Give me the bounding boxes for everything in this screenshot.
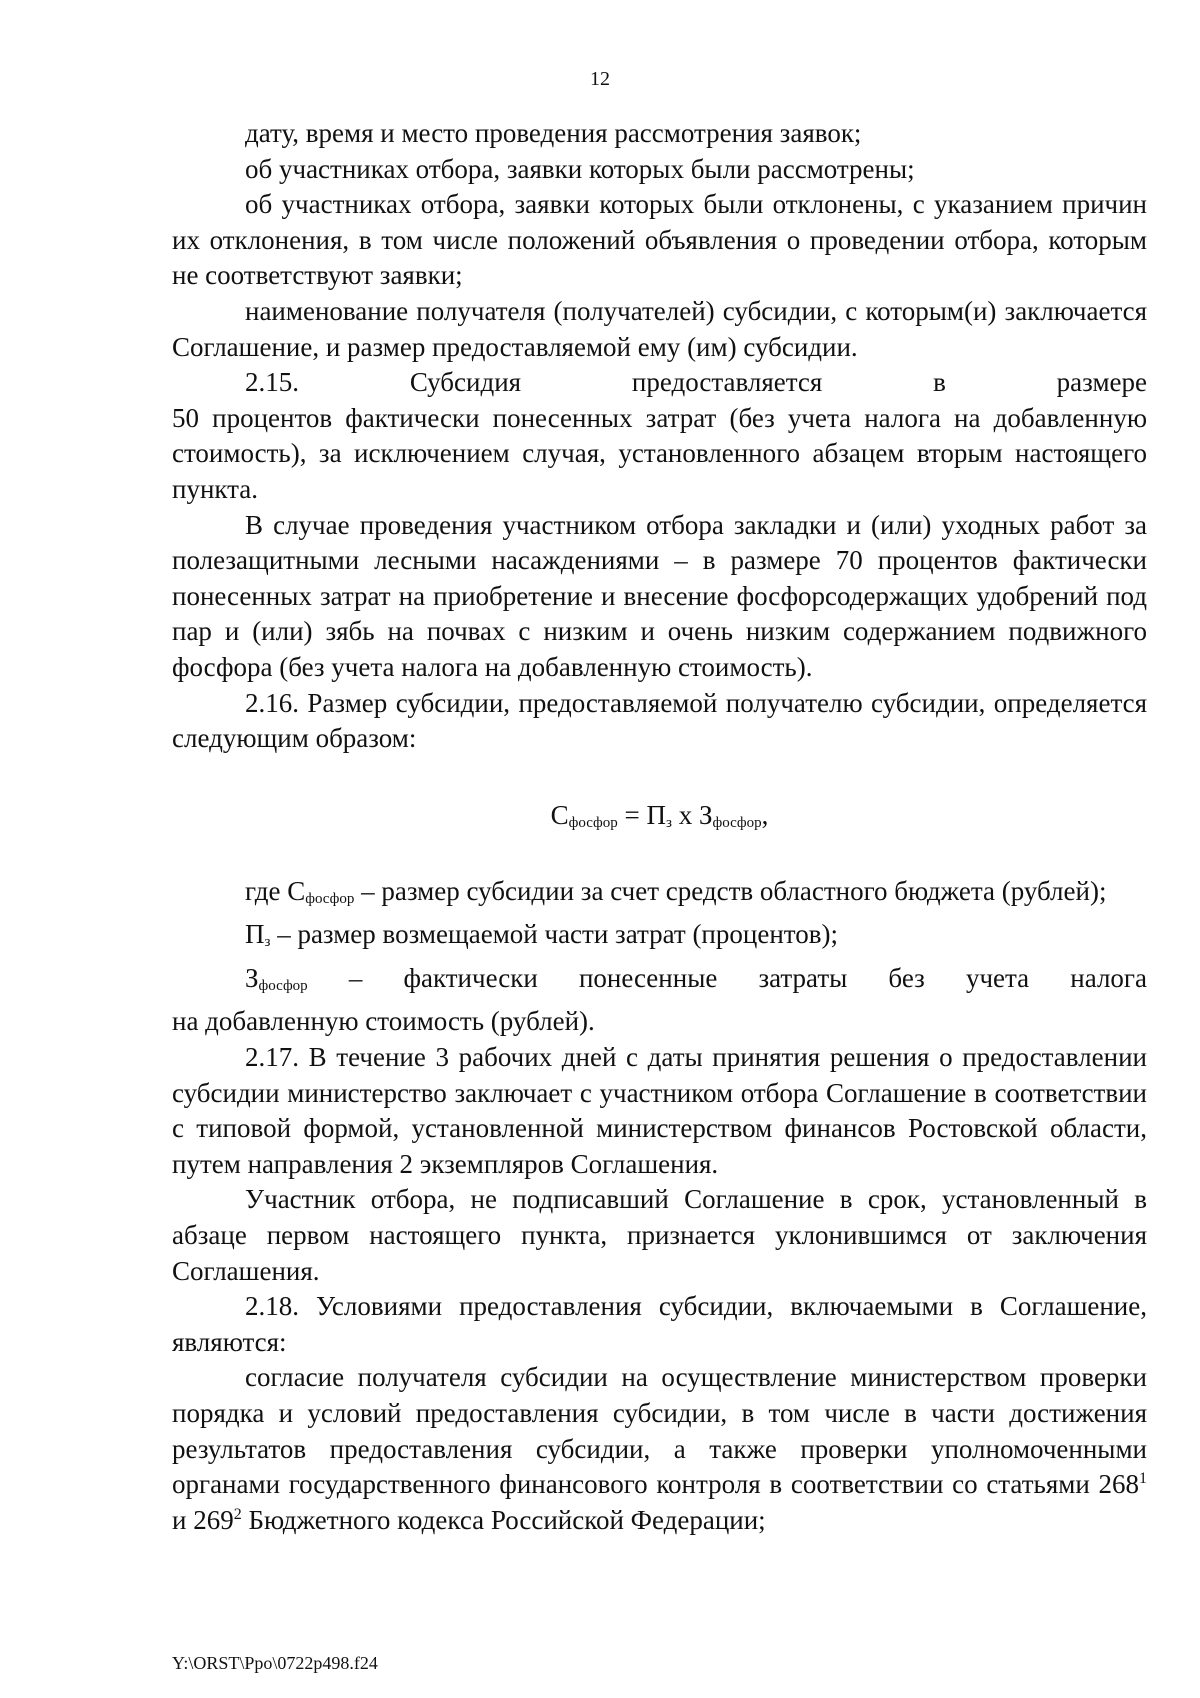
definition-subscript: фосфор: [305, 890, 355, 907]
paragraph-definition-z-cont: на добавленную стоимость (рублей).: [172, 1006, 595, 1037]
paragraph: дату, время и место проведения рассмотрения заявок;: [245, 118, 862, 148]
definition-text: – размер возмещаемой части затрат (процентов);: [270, 919, 838, 950]
paragraph-2-15: 50 процентов фактически понесенных затрат (без учета налога на добавленную стоимость), за исключением случая, установленного абзацем вторым настоящего пункта.: [172, 402, 1147, 504]
paragraph-2-15-first-line: 2.15. Субсидия предоставляется в размере: [245, 367, 1147, 398]
paragraph-2-17: 2.17. В течение 3 рабочих дней с даты принятия решения о предоставлении субсидии министерство заключает с участником отбора Соглашение в соответствии с типовой формой, установленной министерством финансов Ростовской области, путем направления 2 экземпляров Соглашения.: [172, 1042, 1147, 1179]
paragraph-definition-c: [172, 874, 1147, 918]
formula-p-subscript: з: [666, 814, 672, 831]
paragraph: об участниках отбора, заявки которых были рассмотрены;: [245, 153, 915, 184]
formula-tail: ,: [761, 799, 769, 830]
definition-text: – фактически понесенные затраты без учета налога: [307, 962, 1147, 993]
definition-text: – размер субсидии за счет средств областного бюджета (рублей);: [354, 875, 1107, 906]
definition-subscript: з: [264, 934, 271, 951]
definition-subscript: фосфор: [258, 977, 308, 994]
formula: [172, 798, 1147, 834]
paragraph: об участниках отбора, заявки которых были отклонены, с указанием причин их отклонения, в том числе положений объявления о проведении отбора, которым не соответствуют заявки;: [172, 189, 1147, 291]
formula-lhs-subscript: фосфор: [568, 814, 618, 831]
definition-symbol: где С: [245, 875, 306, 906]
paragraph: Участник отбора, не подписавший Соглашение в срок, установленный в абзаце первом настоящего пункта, признается уклонившимся от заключения Соглашения.: [172, 1184, 1147, 1286]
paragraph-definition-z: [172, 961, 1147, 1005]
paragraph: наименование получателя (получателей) субсидии, с которым(и) заключается Соглашение, и размер предоставляемой ему (им) субсидии.: [172, 295, 1147, 362]
file-path-footer: Y:\ORST\Ppo\0722p498.f24: [172, 1653, 378, 1673]
paragraph-2-18: 2.18. Условиями предоставления субсидии, включаемыми в Соглашение, являются:: [172, 1291, 1147, 1357]
definition-symbol: П: [245, 919, 265, 950]
definition-symbol: З: [245, 962, 259, 993]
page-number: 12: [590, 68, 610, 90]
paragraph: [172, 1360, 1147, 1538]
formula-equals: = П: [617, 799, 667, 830]
superscript: 2: [233, 1505, 242, 1523]
formula-rhs-subscript: фосфор: [712, 814, 762, 831]
superscript: 1: [1139, 1470, 1147, 1488]
paragraph-definition-p: [172, 917, 1147, 961]
paragraph-2-16: 2.16. Размер субсидии, предоставляемой получателю субсидии, определяется следующим образом:: [172, 687, 1147, 754]
document-body: [172, 116, 1147, 1538]
paragraph-text: Бюджетного кодекса Российской Федерации;: [241, 1504, 766, 1535]
paragraph-text: и 269: [172, 1504, 234, 1535]
paragraph-text: согласие получателя субсидии на осуществление министерством проверки порядка и условий предоставления субсидии, в том числе в части достижения результатов предоставления субсидии, а также проверки уполномоченными органами государственного финансового контроля в соответствии со статьями 268: [172, 1362, 1147, 1500]
formula-times: х З: [671, 799, 713, 830]
formula-lhs: С: [550, 799, 569, 830]
paragraph: В случае проведения участником отбора закладки и (или) уходных работ за полезащитными лесными насаждениями – в размере 70 процентов фактически понесенных затрат на приобретение и внесение фосфорсодержащих удобрений под пар и (или) зябь на почвах с низким и очень низким содержанием подвижного фосфора (без учета налога на добавленную стоимость).: [172, 509, 1147, 682]
